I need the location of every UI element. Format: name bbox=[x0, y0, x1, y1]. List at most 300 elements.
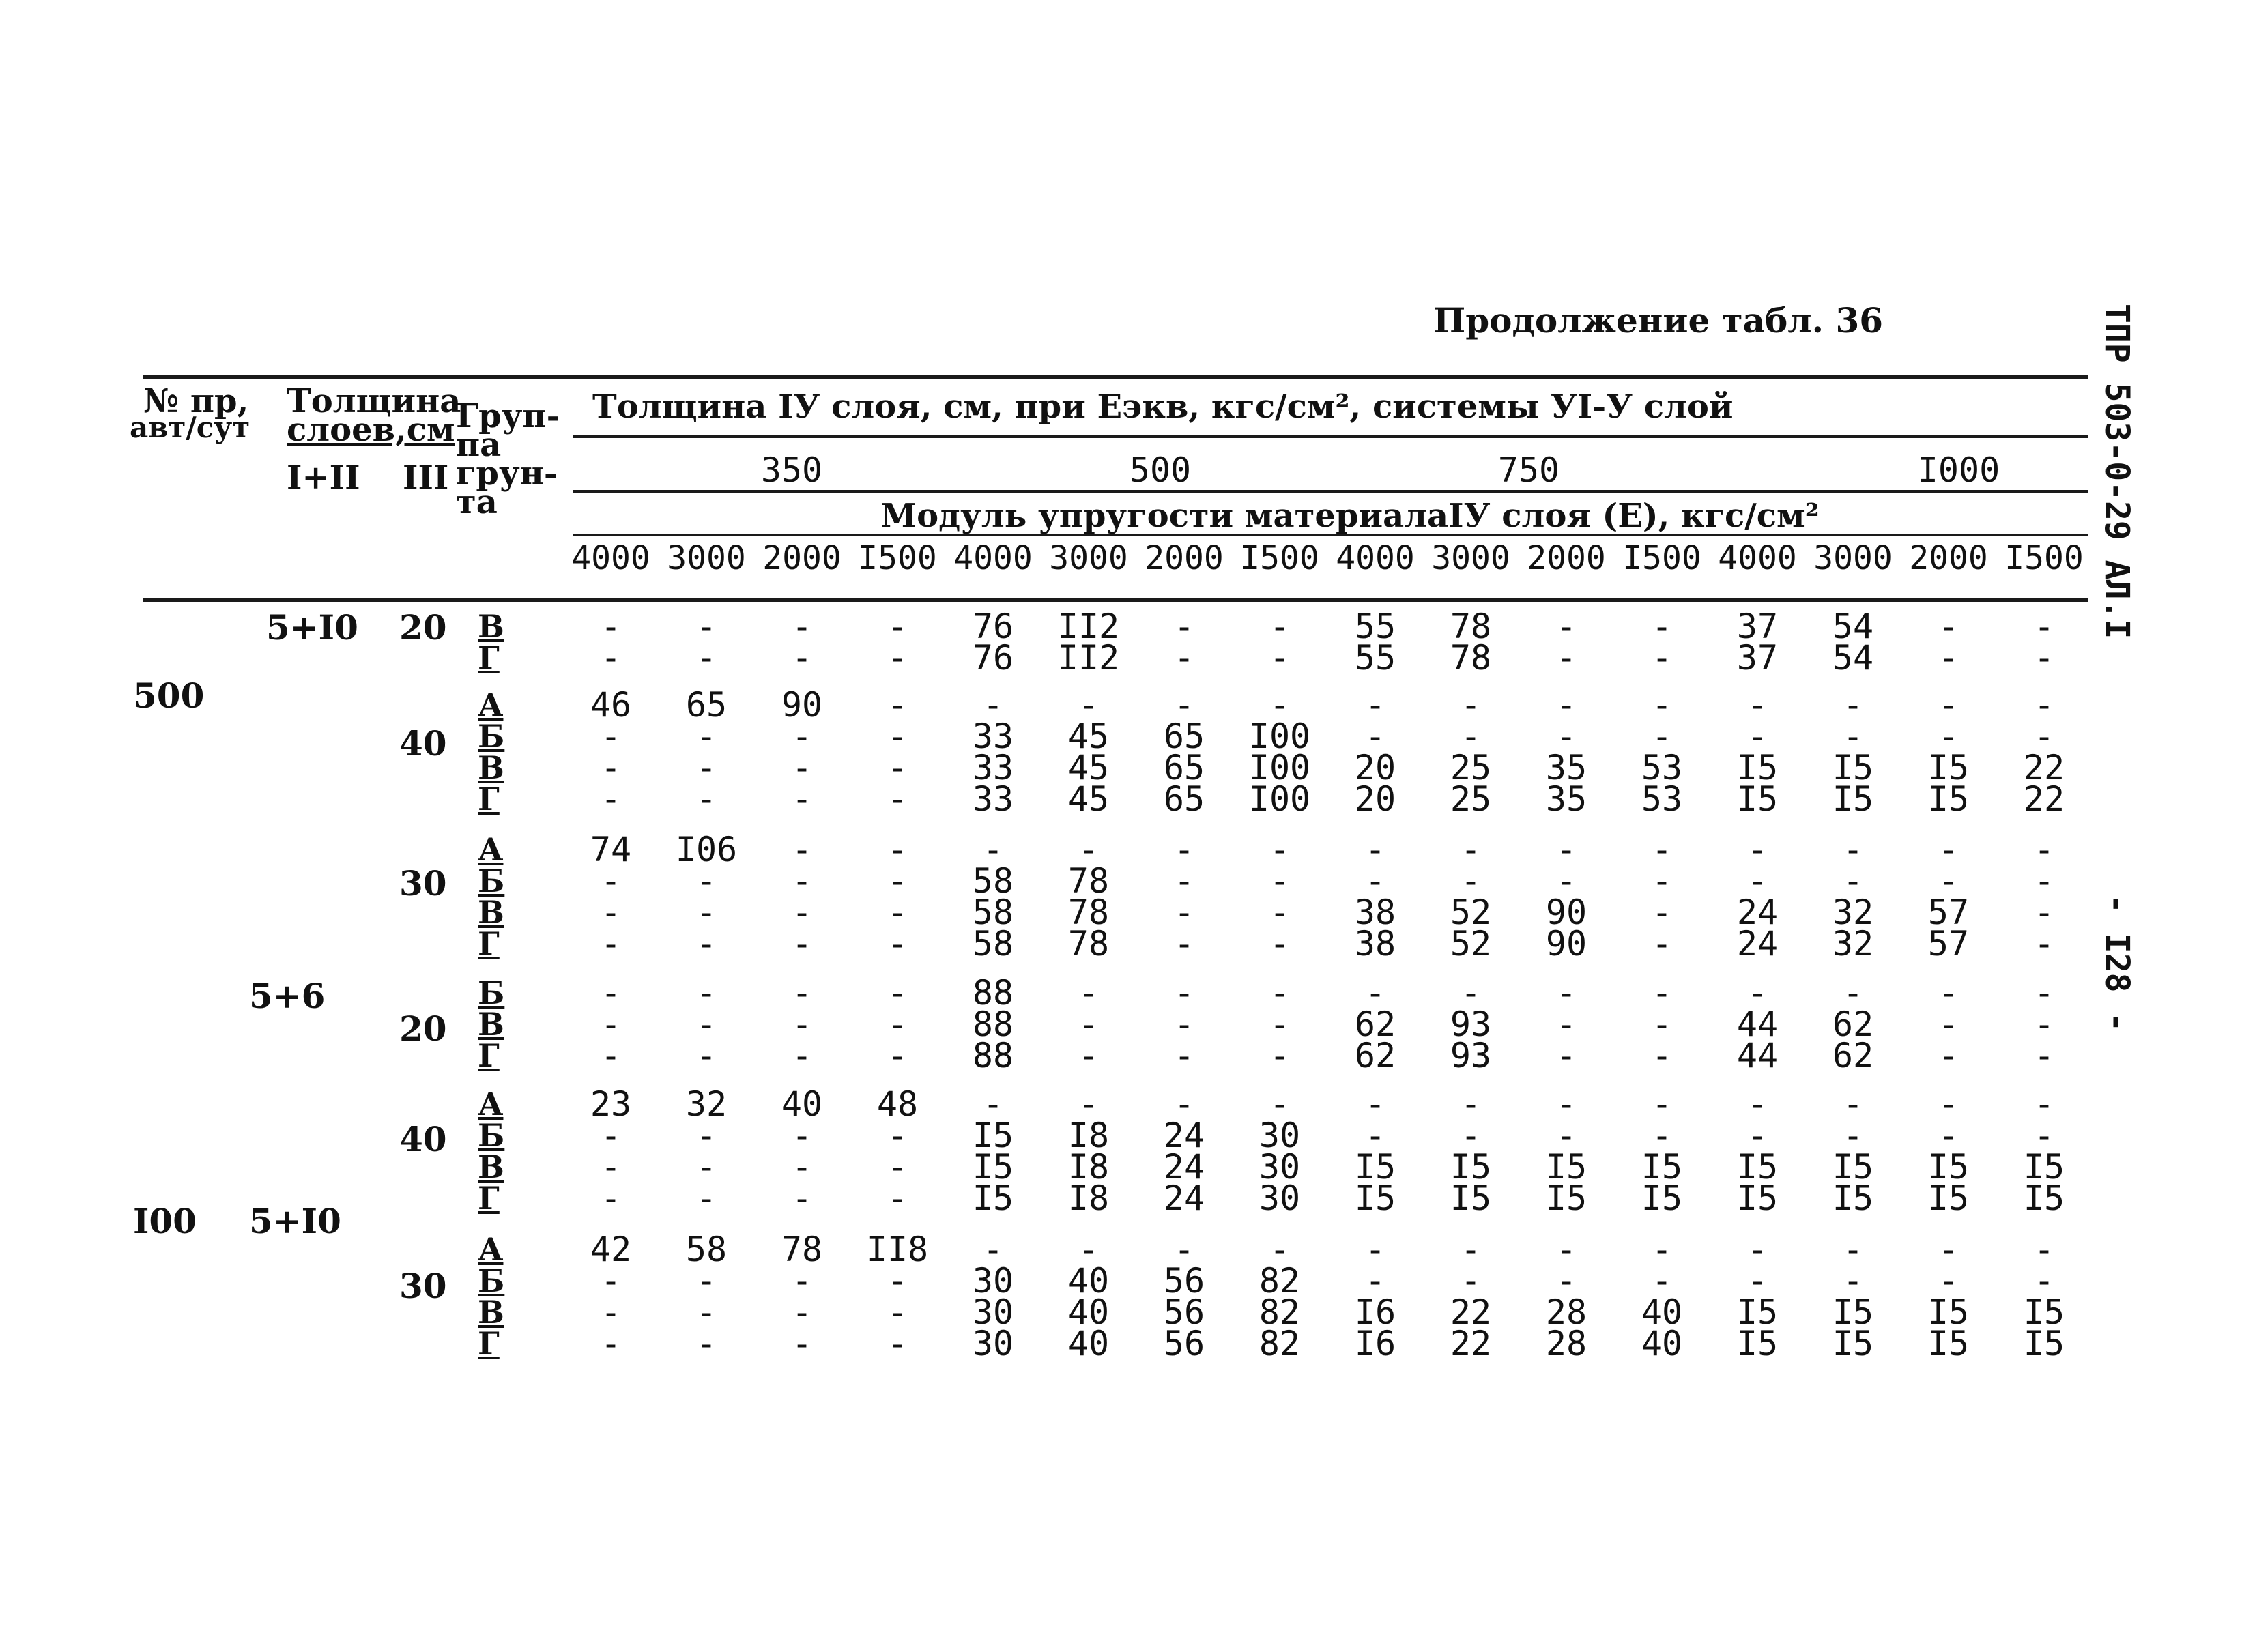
modulus-header: 2000 bbox=[1145, 539, 1224, 577]
table-cell: - bbox=[1555, 638, 1577, 678]
header-group-3: грун- bbox=[456, 454, 558, 493]
table-cell: 90 bbox=[1545, 924, 1587, 963]
table-cell: 55 bbox=[1354, 638, 1396, 678]
table-cell: - bbox=[600, 1036, 622, 1075]
table-cell: - bbox=[1460, 1084, 1482, 1124]
table-cell: 74 bbox=[590, 830, 632, 869]
table-cell: - bbox=[1460, 1116, 1482, 1155]
table-cell: - bbox=[695, 973, 717, 1013]
table-cell: - bbox=[1555, 861, 1577, 901]
value-column bbox=[754, 973, 850, 1075]
header-bottom-rule bbox=[143, 598, 2088, 602]
table-cell: 65 bbox=[1163, 748, 1205, 787]
modulus-header: 3000 bbox=[1431, 539, 1510, 577]
table-cell: - bbox=[1938, 973, 1959, 1013]
e-equiv-750: 750 bbox=[1497, 450, 1560, 490]
table-cell: - bbox=[887, 1324, 908, 1363]
value-column bbox=[563, 1084, 659, 1218]
table-cell: 58 bbox=[972, 861, 1014, 901]
table-cell: - bbox=[791, 1147, 813, 1187]
value-column bbox=[1041, 607, 1136, 678]
table-cell: - bbox=[695, 1116, 717, 1155]
value-column bbox=[1041, 1230, 1136, 1363]
table-cell: - bbox=[1173, 1230, 1195, 1269]
table-cell: I5 bbox=[1736, 779, 1779, 819]
table-cell: 30 bbox=[972, 1292, 1014, 1332]
rule-under-e-values bbox=[573, 490, 2088, 493]
soil-group: В bbox=[478, 1006, 504, 1043]
value-column bbox=[563, 1230, 659, 1363]
table-cell: - bbox=[2033, 1261, 2055, 1301]
top-rule bbox=[143, 375, 2088, 379]
table-cell: 45 bbox=[1067, 716, 1110, 756]
table-cell: - bbox=[887, 893, 908, 932]
value-column bbox=[1614, 1084, 1710, 1218]
table-cell: - bbox=[1269, 1084, 1291, 1124]
table-cell: 45 bbox=[1067, 779, 1110, 819]
table-cell: - bbox=[1269, 893, 1291, 932]
table-cell: - bbox=[1364, 716, 1386, 756]
value-column bbox=[1805, 685, 1901, 819]
table-cell: - bbox=[695, 779, 717, 819]
table-cell: - bbox=[1173, 924, 1195, 963]
value-column bbox=[1136, 1230, 1232, 1363]
table-cell: 90 bbox=[781, 685, 823, 725]
table-cell: - bbox=[1938, 1116, 1959, 1155]
header-group-4: та bbox=[456, 483, 498, 521]
table-cell: - bbox=[887, 924, 908, 963]
table-cell: - bbox=[791, 779, 813, 819]
table-cell: - bbox=[982, 830, 1004, 869]
table-cell: 24 bbox=[1736, 924, 1779, 963]
value-column bbox=[563, 973, 659, 1075]
value-column bbox=[659, 973, 754, 1075]
table-cell: I5 bbox=[2023, 1147, 2065, 1187]
table-cell: - bbox=[791, 973, 813, 1013]
table-cell: I6 bbox=[1354, 1292, 1396, 1332]
table-cell: - bbox=[1555, 1261, 1577, 1301]
table-cell: - bbox=[791, 1004, 813, 1044]
modulus-header: 4000 bbox=[953, 539, 1033, 577]
layer3-30-b: 30 bbox=[399, 1266, 447, 1306]
table-cell: - bbox=[1173, 830, 1195, 869]
table-cell: - bbox=[1269, 973, 1291, 1013]
table-cell: 40 bbox=[1067, 1261, 1110, 1301]
table-cell: - bbox=[2033, 1230, 2055, 1269]
table-cell: - bbox=[600, 1116, 622, 1155]
table-cell: 35 bbox=[1545, 779, 1587, 819]
table-cell: - bbox=[1842, 861, 1864, 901]
value-column bbox=[1996, 1230, 2092, 1363]
table-cell: - bbox=[1651, 1036, 1673, 1075]
table-cell: 22 bbox=[2023, 748, 2065, 787]
table-cell: - bbox=[1746, 716, 1768, 756]
table-cell: - bbox=[695, 1147, 717, 1187]
table-cell: - bbox=[1173, 638, 1195, 678]
table-cell: 40 bbox=[781, 1084, 823, 1124]
value-column bbox=[754, 1084, 850, 1218]
table-cell: - bbox=[791, 607, 813, 646]
table-cell: 55 bbox=[1354, 607, 1396, 646]
soil-group: А bbox=[478, 831, 504, 868]
table-cell: - bbox=[695, 638, 717, 678]
value-column bbox=[659, 1230, 754, 1363]
table-cell: 78 bbox=[781, 1230, 823, 1269]
table-cell: - bbox=[1173, 1036, 1195, 1075]
table-cell: - bbox=[1460, 861, 1482, 901]
table-cell: - bbox=[1938, 1084, 1959, 1124]
thickness-5-10-b: 5+I0 bbox=[249, 1201, 341, 1241]
header-modulus-title: Модуль упругости материалаIУ слоя (Е), кгс/см² bbox=[880, 497, 1820, 535]
table-cell: - bbox=[1364, 1084, 1386, 1124]
header-group-2: па bbox=[456, 426, 502, 464]
table-cell: - bbox=[600, 638, 622, 678]
value-column bbox=[1232, 1230, 1327, 1363]
document-code: ТПР 503-0-29 АЛ.I bbox=[2098, 304, 2136, 639]
table-cell: - bbox=[887, 1261, 908, 1301]
value-column bbox=[1136, 1084, 1232, 1218]
table-cell: I5 bbox=[1736, 1178, 1779, 1218]
table-cell: - bbox=[1555, 1036, 1577, 1075]
table-cell: 35 bbox=[1545, 748, 1587, 787]
table-cell: I5 bbox=[2023, 1324, 2065, 1363]
thickness-5-10-a: 5+I0 bbox=[266, 607, 358, 648]
table-cell: - bbox=[791, 924, 813, 963]
table-cell: - bbox=[1078, 973, 1099, 1013]
table-cell: 22 bbox=[1450, 1324, 1492, 1363]
value-column bbox=[659, 607, 754, 678]
soil-group: Г bbox=[478, 1325, 500, 1362]
header-traffic-label-2: авт/сут bbox=[130, 411, 250, 444]
table-cell: - bbox=[887, 1292, 908, 1332]
table-cell: 57 bbox=[1927, 893, 1970, 932]
table-cell: I06 bbox=[675, 830, 738, 869]
table-cell: - bbox=[600, 1147, 622, 1187]
table-cell: - bbox=[1938, 861, 1959, 901]
value-column bbox=[1327, 685, 1423, 819]
value-column bbox=[1519, 607, 1614, 678]
layer3-40-a: 40 bbox=[399, 723, 447, 764]
table-cell: 53 bbox=[1641, 748, 1683, 787]
table-cell: I5 bbox=[1450, 1147, 1492, 1187]
table-cell: 44 bbox=[1736, 1036, 1779, 1075]
table-cell: - bbox=[791, 861, 813, 901]
table-cell: - bbox=[2033, 716, 2055, 756]
value-column bbox=[1519, 973, 1614, 1075]
value-column bbox=[1805, 1230, 1901, 1363]
table-cell: 62 bbox=[1832, 1036, 1874, 1075]
table-cell: 33 bbox=[972, 716, 1014, 756]
table-cell: I5 bbox=[972, 1178, 1014, 1218]
table-cell: 93 bbox=[1450, 1004, 1492, 1044]
value-column bbox=[1710, 973, 1805, 1075]
value-column bbox=[945, 685, 1041, 819]
value-column bbox=[1041, 830, 1136, 963]
value-column bbox=[754, 607, 850, 678]
table-cell: - bbox=[982, 1230, 1004, 1269]
table-cell: - bbox=[1078, 1004, 1099, 1044]
table-cell: - bbox=[791, 1036, 813, 1075]
table-cell: - bbox=[791, 1261, 813, 1301]
table-cell: - bbox=[1842, 973, 1864, 1013]
table-cell: - bbox=[1555, 973, 1577, 1013]
table-cell: 88 bbox=[972, 1036, 1014, 1075]
value-column bbox=[1805, 607, 1901, 678]
table-cell: - bbox=[791, 1292, 813, 1332]
table-cell: I8 bbox=[1067, 1178, 1110, 1218]
table-cell: - bbox=[2033, 638, 2055, 678]
table-cell: 33 bbox=[972, 748, 1014, 787]
soil-group-column bbox=[478, 686, 505, 817]
table-cell: 52 bbox=[1450, 893, 1492, 932]
rule-under-title bbox=[573, 435, 2088, 438]
table-cell: - bbox=[600, 893, 622, 932]
table-cell: - bbox=[695, 748, 717, 787]
soil-group: Б bbox=[478, 974, 505, 1011]
table-cell: - bbox=[1938, 607, 1959, 646]
table-cell: - bbox=[887, 861, 908, 901]
table-cell: 65 bbox=[1163, 779, 1205, 819]
table-cell: I5 bbox=[1736, 1147, 1779, 1187]
table-cell: - bbox=[1842, 1230, 1864, 1269]
table-cell: I5 bbox=[2023, 1178, 2065, 1218]
table-cell: - bbox=[1651, 893, 1673, 932]
value-column bbox=[1423, 685, 1519, 819]
table-cell: - bbox=[1173, 973, 1195, 1013]
table-cell: - bbox=[791, 830, 813, 869]
soil-group-column bbox=[478, 608, 504, 676]
table-cell: - bbox=[695, 861, 717, 901]
table-cell: 28 bbox=[1545, 1324, 1587, 1363]
value-column bbox=[945, 607, 1041, 678]
value-column bbox=[1519, 830, 1614, 963]
table-cell: 33 bbox=[972, 779, 1014, 819]
table-cell: 24 bbox=[1163, 1147, 1205, 1187]
soil-group: В bbox=[478, 1148, 504, 1185]
table-cell: - bbox=[887, 748, 908, 787]
table-cell: - bbox=[1651, 1004, 1673, 1044]
table-cell: 24 bbox=[1736, 893, 1779, 932]
table-cell: - bbox=[887, 1147, 908, 1187]
table-cell: 24 bbox=[1163, 1178, 1205, 1218]
table-cell: 32 bbox=[685, 1084, 728, 1124]
value-column bbox=[1232, 830, 1327, 963]
table-cell: - bbox=[1746, 1261, 1768, 1301]
table-cell: - bbox=[1746, 685, 1768, 725]
table-cell: - bbox=[1746, 1084, 1768, 1124]
value-column bbox=[1710, 685, 1805, 819]
table-cell: - bbox=[1364, 1230, 1386, 1269]
modulus-header: I500 bbox=[858, 539, 937, 577]
table-cell: I00 bbox=[1248, 779, 1311, 819]
table-cell: - bbox=[1364, 1116, 1386, 1155]
table-cell: - bbox=[2033, 861, 2055, 901]
value-column bbox=[1614, 830, 1710, 963]
table-cell: 40 bbox=[1641, 1292, 1683, 1332]
table-cell: - bbox=[887, 1178, 908, 1218]
value-column bbox=[1614, 1230, 1710, 1363]
table-cell: 37 bbox=[1736, 607, 1779, 646]
soil-group-column bbox=[478, 831, 505, 962]
table-cell: - bbox=[1842, 1261, 1864, 1301]
table-cell: - bbox=[791, 716, 813, 756]
table-cell: - bbox=[1364, 973, 1386, 1013]
table-cell: I5 bbox=[1641, 1178, 1683, 1218]
table-cell: - bbox=[887, 779, 908, 819]
table-cell: - bbox=[1269, 830, 1291, 869]
table-cell: I5 bbox=[1545, 1147, 1587, 1187]
value-column bbox=[1423, 607, 1519, 678]
value-column bbox=[1423, 1084, 1519, 1218]
modulus-header: 2000 bbox=[1909, 539, 1988, 577]
table-cell: I5 bbox=[1832, 1324, 1874, 1363]
modulus-header: I500 bbox=[2004, 539, 2084, 577]
value-column bbox=[1710, 1084, 1805, 1218]
thickness-5-6: 5+6 bbox=[249, 976, 326, 1016]
soil-group-column bbox=[478, 1231, 505, 1362]
soil-group: Б bbox=[478, 1117, 505, 1154]
table-cell: 58 bbox=[972, 893, 1014, 932]
table-cell: 25 bbox=[1450, 748, 1492, 787]
table-cell: - bbox=[887, 716, 908, 756]
table-cell: - bbox=[1746, 861, 1768, 901]
value-column bbox=[1232, 973, 1327, 1075]
value-column bbox=[850, 830, 945, 963]
value-column bbox=[754, 1230, 850, 1363]
layer3-20-a: 20 bbox=[399, 607, 447, 648]
table-cell: - bbox=[887, 1116, 908, 1155]
traffic-100: I00 bbox=[133, 1201, 197, 1241]
table-cell: - bbox=[600, 1004, 622, 1044]
page-number: - I28 - bbox=[2098, 894, 2136, 1032]
value-column bbox=[563, 685, 659, 819]
layer3-40-b: 40 bbox=[399, 1119, 447, 1159]
table-cell: - bbox=[1173, 685, 1195, 725]
table-cell: - bbox=[1938, 716, 1959, 756]
table-cell: - bbox=[791, 893, 813, 932]
table-cell: 45 bbox=[1067, 748, 1110, 787]
table-cell: 30 bbox=[1259, 1116, 1301, 1155]
table-cell: - bbox=[1555, 1004, 1577, 1044]
table-cell: 88 bbox=[972, 973, 1014, 1013]
table-cell: - bbox=[887, 973, 908, 1013]
table-cell: - bbox=[1746, 1116, 1768, 1155]
value-column bbox=[1423, 1230, 1519, 1363]
table-cell: - bbox=[1842, 830, 1864, 869]
table-cell: 22 bbox=[1450, 1292, 1492, 1332]
value-column bbox=[754, 830, 850, 963]
table-cell: - bbox=[2033, 830, 2055, 869]
table-cell: - bbox=[695, 1004, 717, 1044]
table-cell: 30 bbox=[972, 1261, 1014, 1301]
table-cell: - bbox=[1269, 861, 1291, 901]
value-column bbox=[1136, 685, 1232, 819]
modulus-header: 4000 bbox=[571, 539, 650, 577]
table-cell: - bbox=[1555, 1230, 1577, 1269]
value-column bbox=[850, 607, 945, 678]
modulus-header: 2000 bbox=[762, 539, 842, 577]
table-cell: - bbox=[1173, 861, 1195, 901]
value-column bbox=[1805, 1084, 1901, 1218]
table-cell: I8 bbox=[1067, 1116, 1110, 1155]
value-column bbox=[1232, 607, 1327, 678]
value-column bbox=[1901, 830, 1996, 963]
table-cell: 20 bbox=[1354, 748, 1396, 787]
value-column bbox=[1996, 685, 2092, 819]
table-cell: 88 bbox=[972, 1004, 1014, 1044]
value-column bbox=[1614, 973, 1710, 1075]
table-cell: - bbox=[600, 1178, 622, 1218]
table-cell: 38 bbox=[1354, 924, 1396, 963]
value-column bbox=[563, 830, 659, 963]
table-cell: - bbox=[1746, 1230, 1768, 1269]
table-cell: II2 bbox=[1057, 607, 1120, 646]
table-cell: 44 bbox=[1736, 1004, 1779, 1044]
modulus-header: 3000 bbox=[1813, 539, 1893, 577]
table-cell: - bbox=[1938, 1004, 1959, 1044]
table-cell: I5 bbox=[1832, 748, 1874, 787]
table-cell: - bbox=[1555, 1084, 1577, 1124]
table-cell: I5 bbox=[1736, 1324, 1779, 1363]
value-column bbox=[1710, 1230, 1805, 1363]
header-traffic-label-1: № пр, bbox=[143, 382, 249, 420]
soil-group: Г bbox=[478, 1037, 500, 1074]
table-cell: - bbox=[1938, 685, 1959, 725]
table-cell: - bbox=[600, 1261, 622, 1301]
table-cell: - bbox=[600, 1292, 622, 1332]
header-group-1: Груп- bbox=[456, 397, 560, 435]
value-column bbox=[1996, 830, 2092, 963]
table-cell: - bbox=[887, 638, 908, 678]
value-column bbox=[1041, 1084, 1136, 1218]
table-cell: 32 bbox=[1832, 893, 1874, 932]
table-cell: - bbox=[1651, 607, 1673, 646]
table-cell: I5 bbox=[1736, 748, 1779, 787]
table-cell: 62 bbox=[1832, 1004, 1874, 1044]
table-cell: 52 bbox=[1450, 924, 1492, 963]
table-cell: 62 bbox=[1354, 1036, 1396, 1075]
modulus-header: 3000 bbox=[1049, 539, 1128, 577]
soil-group: В bbox=[478, 749, 504, 786]
table-cell: - bbox=[1938, 1261, 1959, 1301]
value-column bbox=[1232, 1084, 1327, 1218]
table-cell: 58 bbox=[972, 924, 1014, 963]
table-cell: 53 bbox=[1641, 779, 1683, 819]
table-cell: 90 bbox=[1545, 893, 1587, 932]
value-column bbox=[1041, 973, 1136, 1075]
table-cell: - bbox=[600, 973, 622, 1013]
value-column bbox=[1136, 830, 1232, 963]
table-cell: - bbox=[1651, 716, 1673, 756]
soil-group: Б bbox=[478, 863, 505, 899]
table-cell: - bbox=[1555, 1116, 1577, 1155]
table-cell: I5 bbox=[1832, 779, 1874, 819]
soil-group: Г bbox=[478, 781, 500, 817]
value-column bbox=[1327, 1230, 1423, 1363]
table-cell: I5 bbox=[1927, 779, 1970, 819]
header-main-title: Толщина IУ слоя, см, при Еэкв, кгс/см², системы УI-У слой bbox=[592, 388, 1734, 426]
table-cell: 65 bbox=[685, 685, 728, 725]
value-column bbox=[945, 830, 1041, 963]
table-cell: - bbox=[1364, 685, 1386, 725]
table-cell: I5 bbox=[972, 1147, 1014, 1187]
table-cell: I5 bbox=[1641, 1147, 1683, 1187]
table-cell: I5 bbox=[972, 1116, 1014, 1155]
table-cell: I5 bbox=[1354, 1147, 1396, 1187]
table-cell: - bbox=[1555, 716, 1577, 756]
table-cell: - bbox=[600, 924, 622, 963]
value-column bbox=[850, 1084, 945, 1218]
